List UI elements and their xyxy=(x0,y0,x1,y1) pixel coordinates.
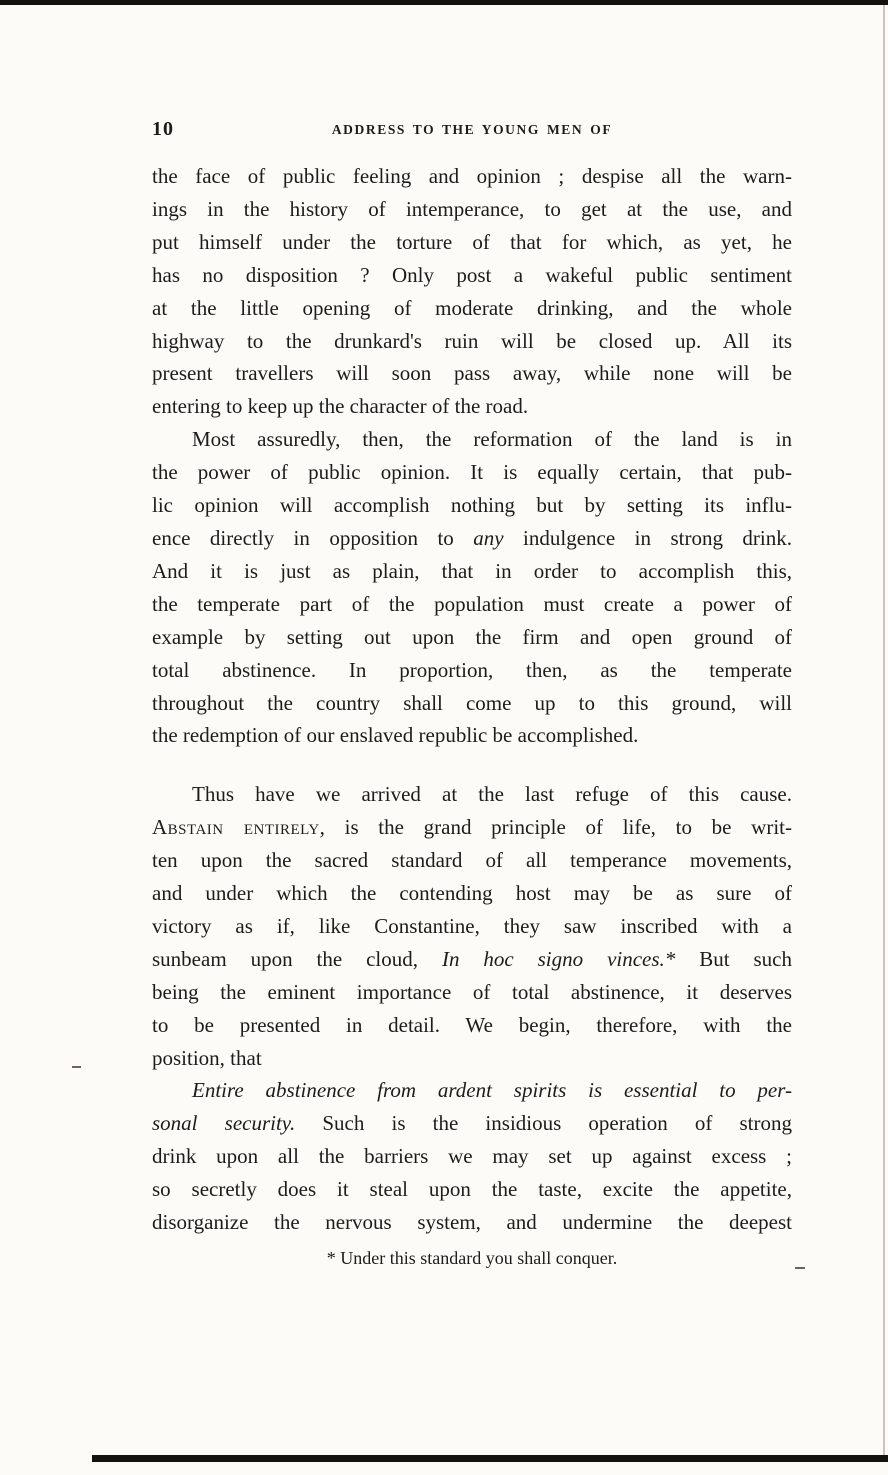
text-segment: Abstain entirely xyxy=(152,815,320,840)
text-segment: Most assuredly, then, the reformation of the land is in xyxy=(192,427,792,452)
text-line xyxy=(152,1074,792,1107)
text-segment: ings in the history of intemperance, to get at the use, and xyxy=(152,196,792,221)
text-segment: In hoc signo vinces.* xyxy=(441,946,676,971)
text-segment: victory as if, like Constantine, they saw inscribed with a xyxy=(152,913,792,938)
text-segment: highway to the drunkard's ruin will be closed up. All its xyxy=(152,328,792,353)
text-line xyxy=(152,325,792,358)
paragraph xyxy=(152,160,792,423)
text-segment: indulgence in strong drink. xyxy=(503,525,792,550)
text-line xyxy=(152,910,792,943)
text-segment: example by setting out upon the firm and open ground of xyxy=(152,624,792,649)
scan-edge-bottom xyxy=(92,1455,888,1462)
text-segment: the power of public opinion. It is equally certain, that pub- xyxy=(152,460,792,485)
text-line xyxy=(152,1009,792,1042)
text-line xyxy=(152,943,792,976)
text-segment: sonal security. xyxy=(152,1111,296,1136)
text-line xyxy=(152,811,792,844)
text-block xyxy=(152,118,792,1269)
text-line xyxy=(152,1206,792,1239)
text-line xyxy=(152,555,792,588)
page-header xyxy=(152,118,792,144)
text-segment: entering to keep up the character of the road. xyxy=(152,394,529,419)
text-segment: throughout the country shall come up to this ground, will xyxy=(152,690,792,715)
scan-artifact-left xyxy=(72,1066,81,1068)
text-line xyxy=(152,456,792,489)
page-body xyxy=(152,160,792,1239)
running-header: ADDRESS TO THE YOUNG MEN OF xyxy=(331,122,613,137)
text-segment: at the little opening of moderate drinking, and the whole xyxy=(152,295,792,320)
text-segment: total abstinence. In proportion, then, as the temperate xyxy=(152,657,792,682)
text-segment: and under which the contending host may be as sure of xyxy=(152,881,792,906)
text-line xyxy=(152,719,792,752)
paragraph xyxy=(152,1074,792,1239)
text-line xyxy=(152,778,792,811)
text-line xyxy=(152,687,792,720)
text-segment: so secretly does it steal upon the taste, excite the appetite, xyxy=(152,1177,792,1202)
scan-edge-top xyxy=(0,0,888,5)
text-line xyxy=(152,423,792,456)
text-segment: And it is just as plain, that in order to accomplish this, xyxy=(152,558,792,583)
text-segment: put himself under the torture of that for which, as yet, he xyxy=(152,229,792,254)
text-segment: disorganize the nervous system, and undermine the deepest xyxy=(152,1210,792,1235)
text-segment: the temperate part of the population must create a power of xyxy=(152,591,792,616)
text-segment: drink upon all the barriers we may set up against excess ; xyxy=(152,1144,792,1169)
paragraph xyxy=(152,423,792,752)
scan-artifact-right xyxy=(795,1267,805,1269)
text-segment: to be presented in detail. We begin, therefore, with the xyxy=(152,1012,792,1037)
text-line xyxy=(152,226,792,259)
text-line xyxy=(152,844,792,877)
text-line xyxy=(152,292,792,325)
text-line xyxy=(152,160,792,193)
footnote: * Under this standard you shall conquer. xyxy=(326,1248,618,1268)
text-line xyxy=(152,1107,792,1140)
text-segment: ten upon the sacred standard of all temperance movements, xyxy=(152,848,792,873)
text-segment: lic opinion will accomplish nothing but by setting its influ- xyxy=(152,493,792,518)
text-line xyxy=(152,588,792,621)
text-segment: ence directly in opposition to xyxy=(152,525,474,550)
text-line xyxy=(152,654,792,687)
text-segment: But such xyxy=(675,946,792,971)
text-line xyxy=(152,357,792,390)
paragraph xyxy=(152,778,792,1074)
text-line xyxy=(152,522,792,555)
scan-edge-right xyxy=(883,5,885,1455)
text-segment: sunbeam upon the cloud, xyxy=(152,946,442,971)
text-line xyxy=(152,259,792,292)
text-segment: Such is the insidious operation of strong xyxy=(295,1111,792,1136)
text-line xyxy=(152,877,792,910)
page-number: 10 xyxy=(152,118,174,140)
text-segment: , is the grand principle of life, to be writ- xyxy=(319,815,792,840)
text-segment: the face of public feeling and opinion ; despise all the warn- xyxy=(152,164,792,188)
text-line xyxy=(152,193,792,226)
text-segment: Thus have we arrived at the last refuge of this cause. xyxy=(192,782,792,807)
text-line xyxy=(152,1173,792,1206)
text-segment: present travellers will soon pass away, while none will be xyxy=(152,361,792,386)
text-segment: the redemption of our enslaved republic be accomplished. xyxy=(152,723,639,748)
text-segment: Entire abstinence from ardent spirits is essential to per- xyxy=(192,1078,792,1103)
text-line xyxy=(152,489,792,522)
text-segment: being the eminent importance of total abstinence, it deserves xyxy=(152,979,792,1004)
text-line xyxy=(152,1140,792,1173)
text-segment: has no disposition ? Only post a wakeful public sentiment xyxy=(152,262,792,287)
text-segment: position, that xyxy=(152,1045,262,1070)
text-line xyxy=(152,976,792,1009)
text-line xyxy=(152,390,792,423)
text-segment: any xyxy=(473,525,504,550)
text-line xyxy=(152,621,792,654)
text-line xyxy=(152,1042,792,1075)
